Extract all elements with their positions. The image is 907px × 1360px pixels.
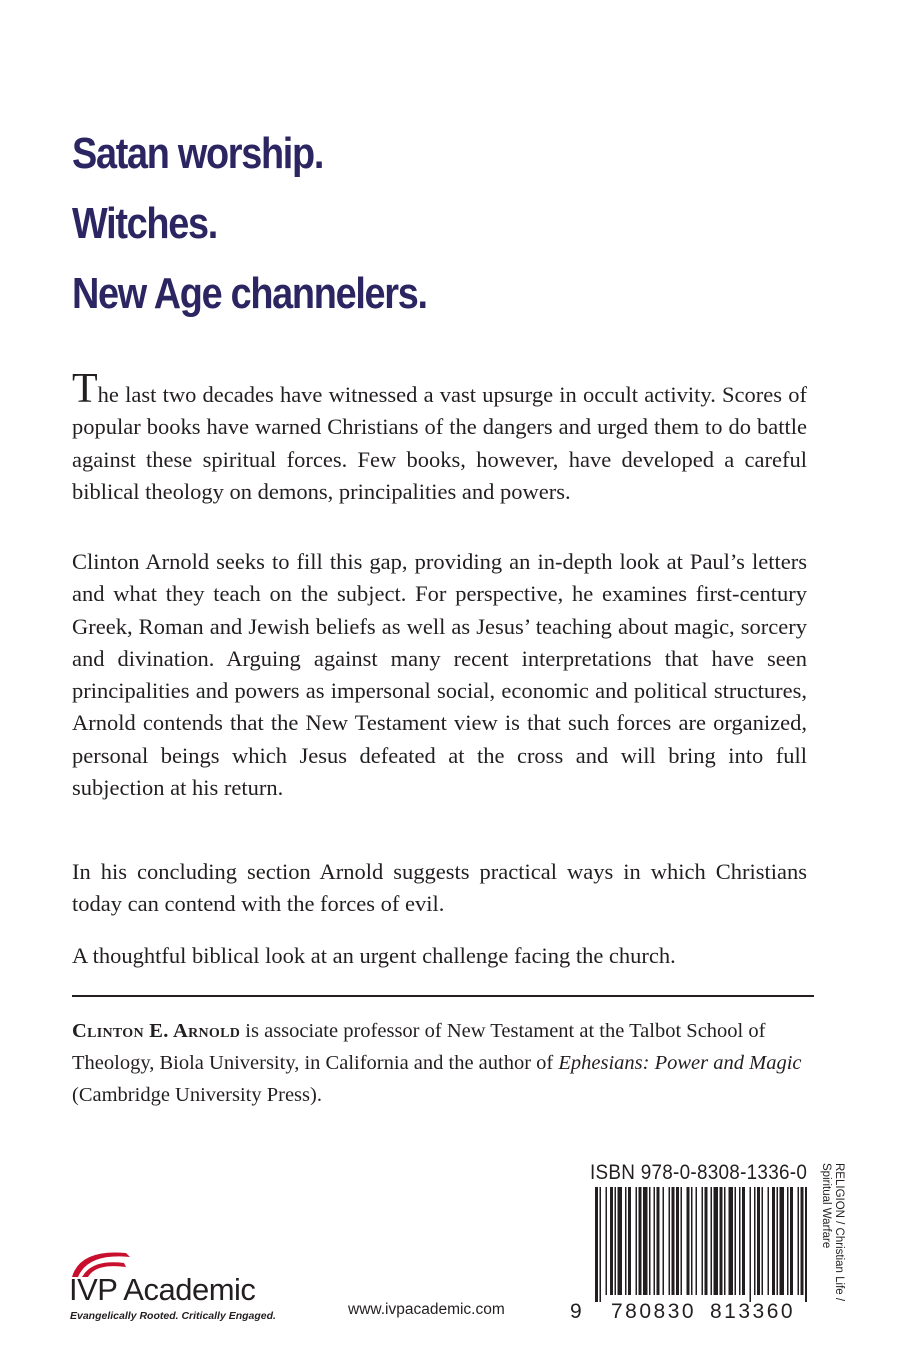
author-name: Clinton E. Arnold	[72, 1020, 241, 1042]
publisher-name: IVP Academic	[69, 1272, 256, 1307]
isbn-label: ISBN 978-0-8308-1336-0	[590, 1161, 808, 1184]
tagline-paragraph: A thoughtful biblical look at an urgent challenge facing the church.	[72, 943, 676, 968]
barcode-digit-first: 9	[570, 1300, 582, 1323]
headline-line-3: New Age channelers.	[72, 269, 427, 318]
author-bio-text-1: is associate professor of New Testament at the Talbot School of Theology, Biola University, in California and the author of	[72, 1020, 766, 1074]
description-paragraph: Clinton Arnold seeks to fill this gap, providing an in-depth look at Paul’s letters and what they teach on the subject. For perspective, he examines first-century Greek, Roman and Jewish beliefs as well as Jesus’ teaching about magic, sorcery and divination. Arguing against many recent interpretations that have seen principalities and powers as impersonal social, economic and political structures, Arnold contends that the New Testament view is that such forces are organized, personal beings which Jesus defeated at the cross and will bring into full subjection at his return.	[72, 549, 807, 801]
category-label	[819, 1163, 845, 1301]
barcode-digits-left: 780830	[611, 1300, 697, 1323]
intro-paragraph-text: he last two decades have witnessed a vast upsurge in occult activity. Scores of popular books have warned Christians of the dangers and urged them to do battle against these spiritual forces. Few books, however, have developed a careful biblical theology on demons, principalities and powers.	[72, 382, 807, 504]
book-title: Ephesians: Power and Magic	[558, 1052, 802, 1074]
headline-line-1: Satan worship.	[72, 129, 324, 178]
publisher-tagline: Evangelically Rooted. Critically Engaged.	[70, 1310, 276, 1322]
conclusion-paragraph: In his concluding section Arnold suggests practical ways in which Christians today can contend with the forces of evil.	[72, 859, 807, 917]
intro-paragraph	[72, 366, 807, 508]
barcode	[595, 1187, 807, 1302]
drop-cap: T	[72, 366, 98, 412]
category-line-1: RELIGION / Christian Life /	[833, 1163, 845, 1302]
author-bio-text-2: (Cambridge University Press).	[72, 1084, 322, 1106]
section-divider	[72, 995, 814, 997]
headline-line-2: Witches.	[72, 199, 217, 248]
category-line-2: Spiritual Warfare	[820, 1163, 832, 1249]
publisher-website[interactable]: www.ivpacademic.com	[348, 1301, 505, 1318]
author-bio	[72, 1015, 812, 1111]
barcode-digits-right: 813360	[710, 1300, 796, 1323]
